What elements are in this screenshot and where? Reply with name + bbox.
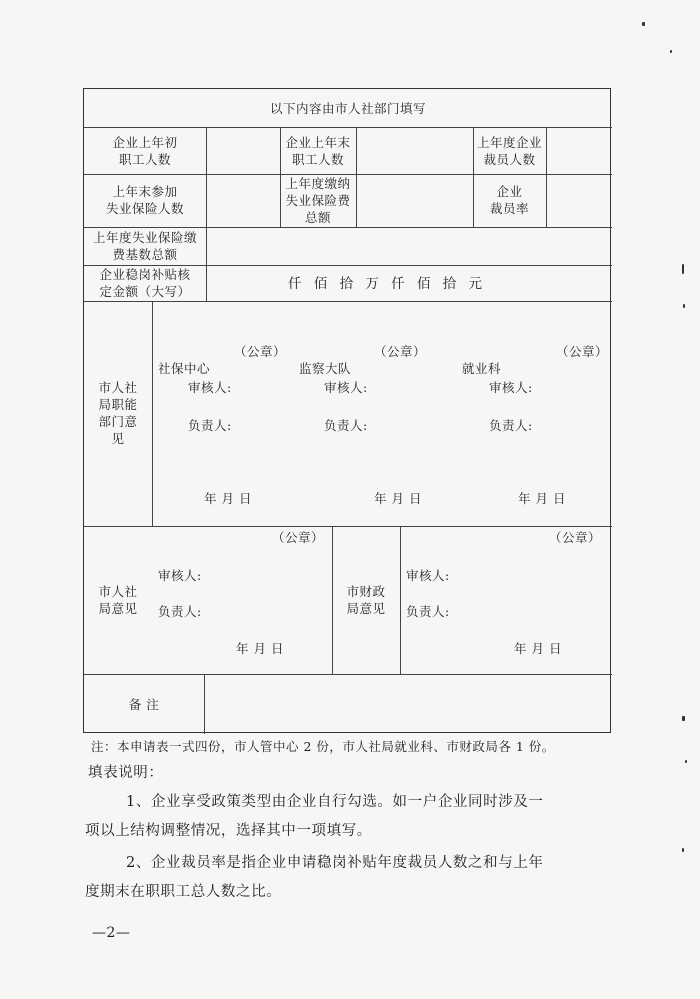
date-2: 年 月 日 [374, 491, 422, 506]
scan-speck [670, 50, 672, 53]
seal-inspection: （公章） [374, 344, 427, 359]
form-note: 注：本申请表一式四份，市人管中心 2 份，市人社局就业科、市财政局各 1 份。 [91, 739, 555, 754]
label-finance-bureau-opinion: 市财政 局意见 [346, 584, 386, 616]
hrss-responsible-label: 负责人: [158, 604, 202, 619]
label-subsidy-amount: 企业稳岗补贴核 定金额（大写） [99, 267, 191, 299]
dept-labor-inspection: 监察大队 [299, 361, 352, 376]
form-header: 以下内容由市人社部门填写 [269, 101, 426, 116]
finance-date: 年 月 日 [514, 641, 562, 656]
label-employees-year-end: 企业上年末 职工人数 [285, 135, 351, 167]
label-dept-opinion: 市人社 局职能 部门意 见 [98, 380, 138, 446]
date-1: 年 月 日 [204, 491, 252, 506]
hrss-date: 年 月 日 [236, 641, 284, 656]
label-layoff-rate: 企业 裁员率 [489, 184, 529, 216]
amount-unit-words[interactable]: 仟 佰 拾 万 仟 佰 拾 元 [288, 276, 487, 292]
date-3: 年 月 日 [518, 491, 566, 506]
instruction-2-line2: 度期末在职职工总人数之比。 [85, 884, 282, 900]
seal-hrss-bureau: （公章） [272, 530, 325, 545]
field-layoff-rate[interactable] [546, 174, 612, 227]
scan-speck [682, 716, 685, 721]
scan-speck [685, 760, 687, 763]
field-premium-base-total[interactable] [206, 227, 612, 265]
field-premium-total[interactable] [356, 174, 473, 227]
dept-social-security-center: 社保中心 [158, 361, 211, 376]
reviewer-label-3: 审核人: [489, 380, 533, 395]
instruction-2-line1: 2、企业裁员率是指企业申请稳岗补贴年度裁员人数之和与上年 [126, 855, 544, 871]
scan-speck [683, 304, 685, 308]
field-employees-year-end[interactable] [356, 127, 473, 174]
seal-employment: （公章） [556, 344, 609, 359]
finance-responsible-label: 负责人: [406, 604, 450, 619]
seal-social-security: （公章） [234, 344, 287, 359]
field-insured-count[interactable] [206, 174, 280, 227]
label-premium-base-total: 上年度失业保险缴 费基数总额 [92, 230, 197, 262]
remarks-field[interactable] [204, 674, 612, 734]
field-employees-year-start[interactable] [206, 127, 280, 174]
label-layoff-count: 上年度企业 裁员人数 [476, 135, 542, 167]
responsible-label-3: 负责人: [489, 418, 533, 433]
seal-finance-bureau: （公章） [549, 530, 602, 545]
scan-speck [682, 264, 684, 274]
instructions-title: 填表说明： [88, 765, 164, 781]
responsible-label-1: 负责人: [188, 418, 232, 433]
remarks-label: 备 注 [128, 697, 160, 712]
dept-employment-section: 就业科 [462, 361, 502, 376]
instruction-1-line1: 1、企业享受政策类型由企业自行勾选。如一户企业同时涉及一 [126, 794, 544, 810]
scan-speck [682, 848, 684, 852]
page-number: —2— [92, 925, 131, 941]
responsible-label-2: 负责人: [324, 418, 368, 433]
application-form-table [83, 88, 611, 733]
label-premium-total: 上年度缴纳 失业保险费 总额 [285, 176, 351, 225]
field-layoff-count[interactable] [546, 127, 612, 174]
scan-speck [642, 22, 645, 26]
label-insured-count: 上年末参加 失业保险人数 [105, 184, 184, 216]
label-employees-year-start: 企业上年初 职工人数 [112, 135, 178, 167]
finance-reviewer-label: 审核人: [406, 568, 450, 583]
reviewer-label-2: 审核人: [324, 380, 368, 395]
reviewer-label-1: 审核人: [188, 380, 232, 395]
label-hrss-bureau-opinion: 市人社 局意见 [98, 584, 138, 616]
hrss-reviewer-label: 审核人: [158, 568, 202, 583]
instruction-1-line2: 项以上结构调整情况，选择其中一项填写。 [85, 823, 372, 839]
